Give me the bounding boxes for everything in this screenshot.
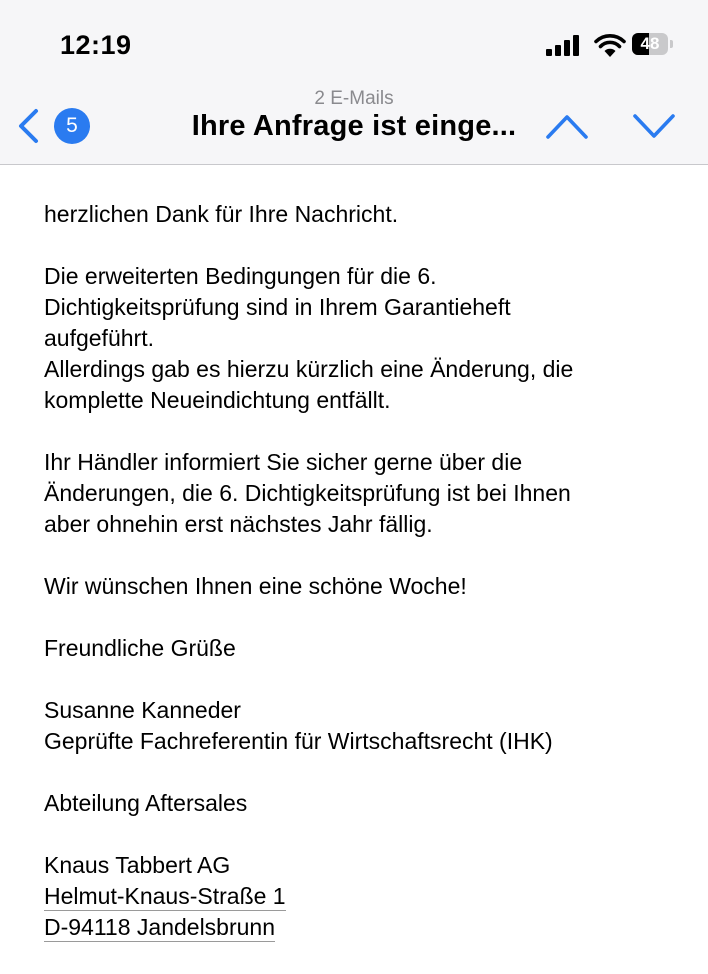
battery-level: 48 [640,34,660,53]
email-subject-title: Ihre Anfrage ist einge... [191,110,517,142]
department-line: Abteilung Aftersales [44,790,248,816]
chevron-up-icon[interactable] [545,112,589,140]
text-line: Die erweiterten Bedingungen für die 6. [44,263,437,289]
text-line: Änderungen, die 6. Dichtigkeitsprüfung ist bei Ihnen [44,480,571,506]
text-line: Dichtigkeitsprüfung sind in Ihrem Garantieheft [44,294,511,320]
paragraph-conditions [44,261,684,416]
signature-role: Geprüfte Fachreferentin für Wirtschaftsrecht (IHK) [44,728,553,754]
text-line: aufgeführt. [44,325,154,351]
thread-count: 2 E-Mails [314,88,394,109]
street-address-link[interactable]: Helmut-Knaus-Straße 1 [44,883,286,909]
email-body [44,199,684,974]
company-name: Knaus Tabbert AG [44,852,231,878]
text-line: komplette Neueindichtung entfällt. [44,387,391,413]
signature-block [44,695,684,757]
greeting-line: herzlichen Dank für Ihre Nachricht. [44,201,399,227]
chevron-down-icon[interactable] [632,112,676,140]
city-address-link[interactable]: D-94118 Jandelsbrunn [44,914,276,940]
status-time: 12:19 [60,30,132,60]
battery-icon [632,33,672,55]
cellular-signal-icon [546,34,580,56]
chevron-left-icon[interactable] [14,108,42,144]
navigation-header [0,0,708,165]
address-block [44,850,684,943]
closing-line: Freundliche Grüße [44,635,236,661]
text-line: aber ohnehin erst nächstes Jahr fällig. [44,511,433,537]
wishes-line: Wir wünschen Ihnen eine schöne Woche! [44,573,467,599]
unread-count-badge[interactable]: 5 [54,108,90,144]
wifi-icon [594,32,626,58]
text-line: Ihr Händler informiert Sie sicher gerne über die [44,449,523,475]
paragraph-dealer [44,447,684,540]
signature-name: Susanne Kanneder [44,697,241,723]
text-line: Allerdings gab es hierzu kürzlich eine Änderung, die [44,356,574,382]
